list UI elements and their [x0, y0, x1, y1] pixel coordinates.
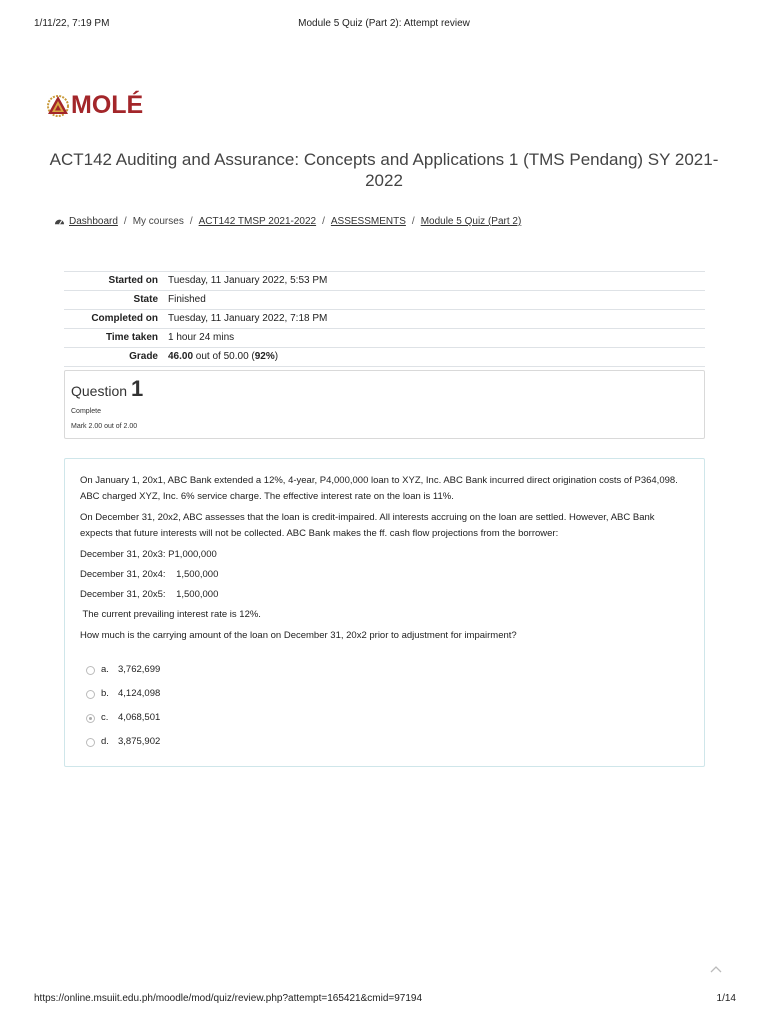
- summary-label: Grade: [129, 351, 158, 362]
- question-text-box: [64, 458, 705, 767]
- summary-row-completed: [64, 310, 705, 329]
- breadcrumb-dashboard[interactable]: Dashboard: [69, 216, 118, 227]
- dashboard-icon: [54, 216, 65, 227]
- summary-label: Time taken: [105, 332, 158, 343]
- answer-option-c[interactable]: [80, 706, 689, 730]
- cash-flow-line: December 31, 20x3: P1,000,000: [80, 549, 217, 560]
- answer-letter: a.: [101, 664, 109, 675]
- attempt-summary-table: [64, 271, 705, 367]
- answer-letter: c.: [101, 712, 109, 723]
- print-url: https://online.msuiit.edu.ph/moodle/mod/quiz/review.php?attempt=165421&cmid=97194: [34, 993, 423, 1004]
- summary-value: Finished: [168, 294, 206, 305]
- answer-option-d[interactable]: [80, 730, 689, 754]
- question-paragraph: On January 1, 20x1, ABC Bank extended a 12%, 4-year, P4,000,000 loan to XYZ, Inc. ABC Bank incurred direct origination costs of P364,098. ABC charged XYZ, Inc. 6% service charge. The effective interest rate on the loan is 11%.: [80, 475, 678, 502]
- summary-label: Started on: [108, 275, 158, 286]
- question-state: Complete: [71, 408, 101, 415]
- print-header: [0, 18, 768, 32]
- question-paragraph: The current prevailing interest rate is 12%.: [80, 609, 261, 620]
- answer-text: 4,124,098: [118, 688, 161, 699]
- cash-flow-line: December 31, 20x5: 1,500,000: [80, 589, 219, 600]
- logo-text: MOLÉ: [71, 90, 144, 119]
- print-doc-title: Module 5 Quiz (Part 2): Attempt review: [298, 18, 470, 29]
- breadcrumb-separator: /: [322, 216, 325, 227]
- summary-row-time-taken: [64, 329, 705, 348]
- breadcrumb-course[interactable]: ACT142 TMSP 2021-2022: [198, 216, 317, 227]
- question-number: [71, 376, 698, 402]
- radio-button[interactable]: [86, 690, 95, 699]
- breadcrumb-quiz[interactable]: Module 5 Quiz (Part 2): [420, 216, 522, 227]
- site-logo[interactable]: [46, 90, 143, 120]
- answer-text: 3,875,902: [118, 736, 161, 747]
- cash-flow-line: December 31, 20x4: 1,500,000: [80, 569, 219, 580]
- breadcrumb-separator: /: [411, 216, 415, 227]
- print-datetime: 1/11/22, 7:19 PM: [34, 18, 110, 29]
- breadcrumb-assessments[interactable]: ASSESSMENTS: [330, 216, 406, 227]
- summary-label: Completed on: [91, 313, 158, 324]
- print-page-number: 1/14: [716, 993, 736, 1004]
- summary-value: 1 hour 24 mins: [168, 332, 235, 343]
- question-info-box: [64, 370, 705, 439]
- breadcrumb: [54, 216, 521, 227]
- grade-score: 46.00: [168, 351, 194, 362]
- summary-value: Tuesday, 11 January 2022, 7:18 PM: [168, 313, 328, 324]
- logo-emblem-icon: [46, 93, 70, 117]
- question-mark: Mark 2.00 out of 2.00: [71, 423, 138, 430]
- breadcrumb-my-courses: My courses: [132, 216, 184, 227]
- answer-letter: b.: [101, 688, 109, 699]
- answer-option-a[interactable]: [80, 658, 689, 682]
- question-prompt: How much is the carrying amount of the loan on December 31, 20x2 prior to adjustment for impairment?: [80, 630, 517, 641]
- question-paragraph: On December 31, 20x2, ABC assesses that the loan is credit-impaired. All interests accruing on the loan are settled. However, ABC Bank expects that future interests will not be collected. ABC Bank makes the ff. cash flow projections from the borrower:: [80, 512, 655, 539]
- question-number-value: 1: [130, 376, 144, 401]
- chevron-up-icon[interactable]: [708, 962, 724, 976]
- summary-grade-value: [164, 348, 705, 367]
- question-label: Question: [71, 383, 131, 399]
- grade-out-of: out of 50.00 (: [193, 351, 255, 362]
- radio-button[interactable]: [86, 738, 95, 747]
- radio-button-selected[interactable]: [86, 714, 95, 723]
- summary-row-grade: [64, 348, 705, 367]
- radio-button[interactable]: [86, 666, 95, 675]
- answer-text: 3,762,699: [118, 664, 161, 675]
- answer-text: 4,068,501: [118, 712, 161, 723]
- grade-close: ): [274, 351, 279, 362]
- answer-letter: d.: [101, 736, 109, 747]
- breadcrumb-separator: /: [189, 216, 193, 227]
- page-title: ACT142 Auditing and Assurance: Concepts and Applications 1 (TMS Pendang) SY 2021-2022: [49, 150, 719, 190]
- summary-value: Tuesday, 11 January 2022, 5:53 PM: [168, 275, 328, 286]
- answer-option-b[interactable]: [80, 682, 689, 706]
- answer-options: [80, 658, 689, 754]
- summary-row-state: [64, 291, 705, 310]
- grade-percent: 92%: [254, 351, 275, 362]
- summary-label: State: [133, 294, 158, 305]
- breadcrumb-separator: /: [123, 216, 127, 227]
- print-footer: [0, 993, 768, 1007]
- summary-row-started: [64, 272, 705, 291]
